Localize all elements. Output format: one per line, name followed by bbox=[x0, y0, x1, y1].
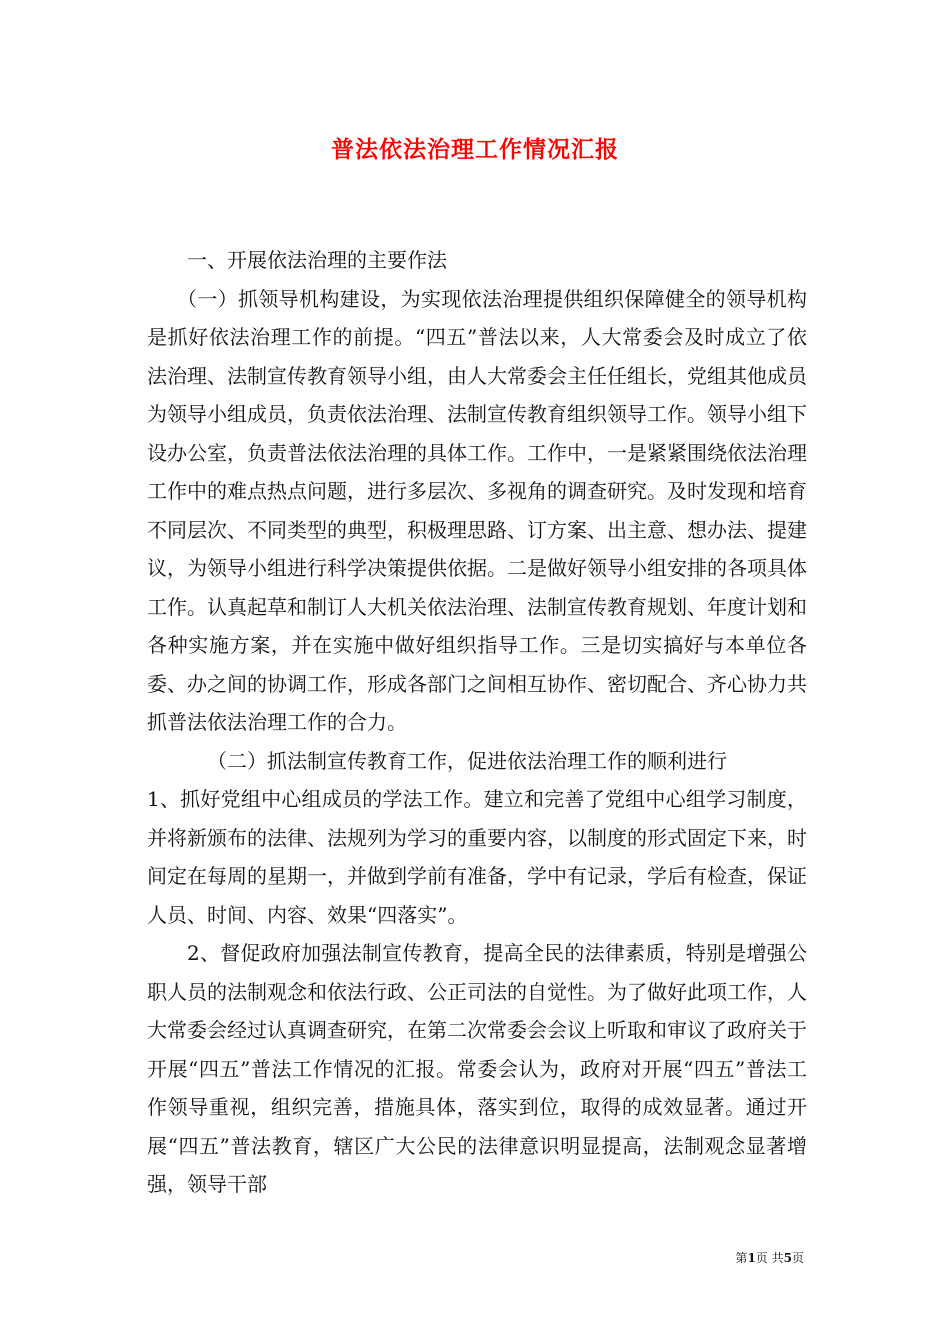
paragraph-item-2: 2、督促政府加强法制宣传教育，提高全民的法律素质，特别是增强公职人员的法制观念和依法行政、公正司法的自觉性。为了做好此项工作，人大常委会经过认真调查研究，在第二次常委会会议上听取和审议了政府关于开展“四五”普法工作情况的汇报。常委会认为，政府对开展“四五”普法工作领导重视，组织完善，措施具体，落实到位，取得的成效显著。通过开展“四五”普法教育，辖区广大公民的法律意识明显提高，法制观念显著增强，领导干部 bbox=[147, 941, 807, 1196]
footer-suffix: 页 bbox=[791, 1251, 804, 1265]
document-body bbox=[147, 241, 807, 1204]
subsection-heading-2: （二）抓法制宣传教育工作，促进依法治理工作的顺利进行 bbox=[207, 748, 727, 773]
paragraph-leadership: （一）抓领导机构建设，为实现依法治理提供组织保障健全的领导机构是抓好依法治理工作的前提。“四五”普法以来，人大常委会及时成立了依法治理、法制宣传教育领导小组，由人大常委会主任任组长，党组其他成员为领导小组成员，负责依法治理、法制宣传教育组织领导工作。领导小组下设办公室，负责普法依法治理的具体工作。工作中，一是紧紧围绕依法治理工作中的难点热点问题，进行多层次、多视角的调查研究。及时发现和培育不同层次、不同类型的典型，积极理思路、订方案、出主意、想办法、提建议，为领导小组进行科学决策提供依据。二是做好领导小组安排的各项具体工作。认真起草和制订人大机关依法治理、法制宣传教育规划、年度计划和各种实施方案，并在实施中做好组织指导工作。三是切实搞好与本单位各委、办之间的协调工作，形成各部门之间相互协作、密切配合、齐心协力共抓普法依法治理工作的合力。 bbox=[147, 286, 807, 734]
footer-middle: 页 共 bbox=[755, 1251, 784, 1265]
footer-prefix: 第 bbox=[735, 1251, 748, 1265]
page-number-footer bbox=[735, 1250, 804, 1266]
section-heading-1: 一、开展依法治理的主要作法 bbox=[187, 248, 447, 272]
total-pages-number: 5 bbox=[783, 1251, 792, 1265]
current-page-number: 1 bbox=[747, 1251, 756, 1265]
paragraph-item-1: 1、抓好党组中心组成员的学法工作。建立和完善了党组中心组学习制度，并将新颁布的法律、法规列为学习的重要内容，以制度的形式固定下来，时间定在每周的星期一，并做到学前有准备，学中有记录，学后有检查，保证人员、时间、内容、效果“四落实”。 bbox=[147, 787, 807, 927]
document-title: 普法依法治理工作情况汇报 bbox=[331, 136, 619, 163]
